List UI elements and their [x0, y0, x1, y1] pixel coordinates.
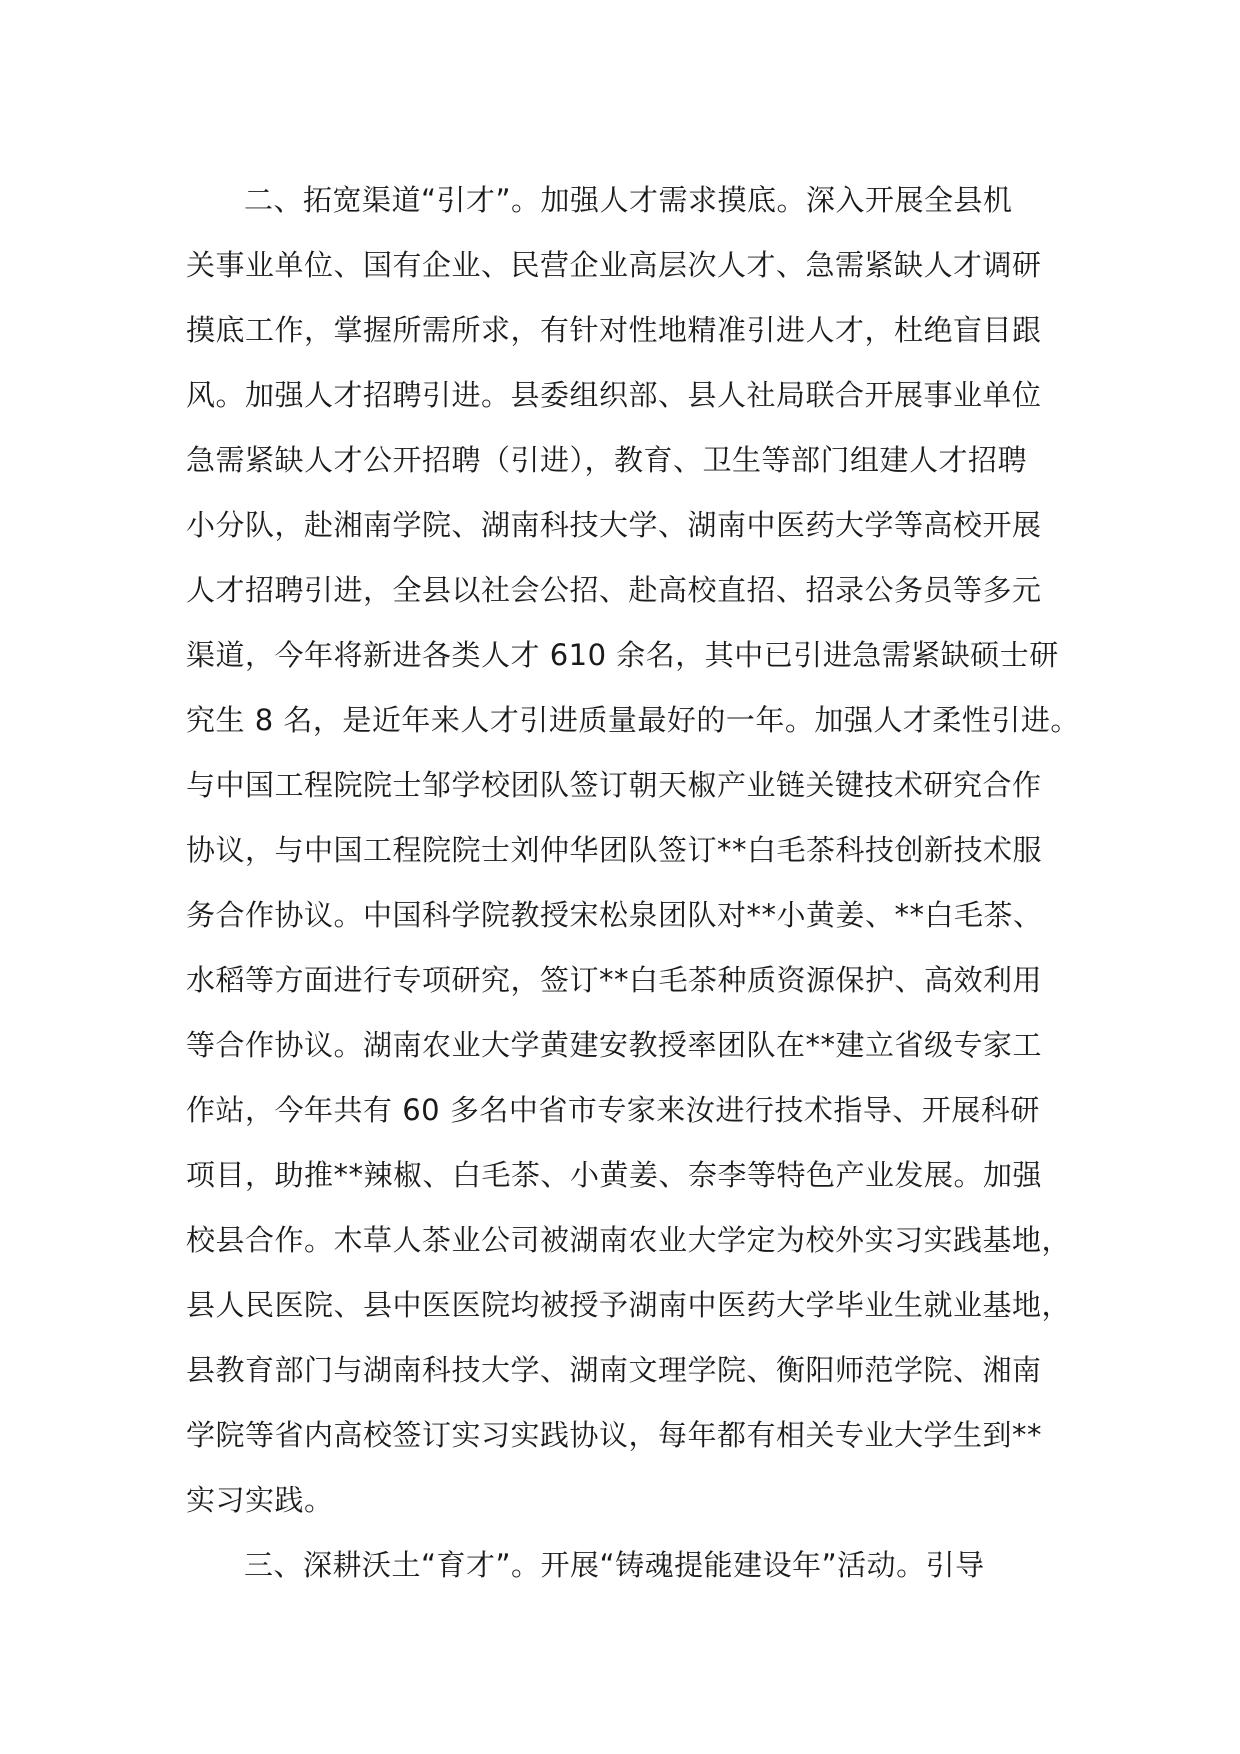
- text-line: 二、拓宽渠道“引才”。加强人才需求摸底。深入开展全县机: [244, 183, 1013, 217]
- text-line: 学院等省内高校签订实习实践协议，每年都有相关专业大学生到**: [186, 1418, 1043, 1452]
- text-line: 务合作协议。中国科学院教授宋松泉团队对**小黄姜、**白毛茶、: [186, 898, 1043, 932]
- text-line: 风。加强人才招聘引进。县委组织部、县人社局联合开展事业单位: [186, 378, 1042, 412]
- text-line: 人才招聘引进，全县以社会公招、赴高校直招、招录公务员等多元: [186, 573, 1042, 607]
- text-line: 急需紧缺人才公开招聘（引进），教育、卫生等部门组建人才招聘: [186, 443, 1028, 477]
- text-line: 协议，与中国工程院院士刘仲华团队签订**白毛茶科技创新技术服: [186, 833, 1043, 867]
- paragraph-1: [186, 168, 1086, 1533]
- text-line: 水稻等方面进行专项研究，签订**白毛茶种质资源保护、高效利用: [186, 963, 1043, 997]
- text-line: 实习实践。: [186, 1483, 334, 1517]
- text-line: 小分队，赴湘南学院、湖南科技大学、湖南中医药大学等高校开展: [186, 508, 1042, 542]
- document-body: [186, 168, 1086, 1598]
- text-line: 究生 8 名，是近年来人才引进质量最好的一年。加强人才柔性引进。: [186, 703, 1080, 737]
- text-line: 作站，今年共有 60 多名中省市专家来汝进行技术指导、开展科研: [186, 1093, 1040, 1127]
- text-line: 县教育部门与湖南科技大学、湖南文理学院、衡阳师范学院、湘南: [186, 1353, 1042, 1387]
- text-line: 摸底工作，掌握所需所求，有针对性地精准引进人才，杜绝盲目跟: [186, 313, 1042, 347]
- text-line: 项目，助推**辣椒、白毛茶、小黄姜、奈李等特色产业发展。加强: [186, 1158, 1043, 1192]
- text-line: 县人民医院、县中医医院均被授予湖南中医药大学毕业生就业基地，: [186, 1288, 1072, 1322]
- text-line: 三、深耕沃土“育才”。开展“铸魂提能建设年”活动。引导: [244, 1548, 985, 1582]
- paragraph-2: [186, 1533, 1086, 1598]
- text-line: 关事业单位、国有企业、民营企业高层次人才、急需紧缺人才调研: [186, 248, 1042, 282]
- text-line: 校县合作。木草人茶业公司被湖南农业大学定为校外实习实践基地，: [186, 1223, 1072, 1257]
- text-line: 等合作协议。湖南农业大学黄建安教授率团队在**建立省级专家工: [186, 1028, 1043, 1062]
- text-line: 与中国工程院院士邹学校团队签订朝天椒产业链关键技术研究合作: [186, 768, 1042, 802]
- text-line: 渠道，今年将新进各类人才 610 余名，其中已引进急需紧缺硕士研: [186, 638, 1059, 672]
